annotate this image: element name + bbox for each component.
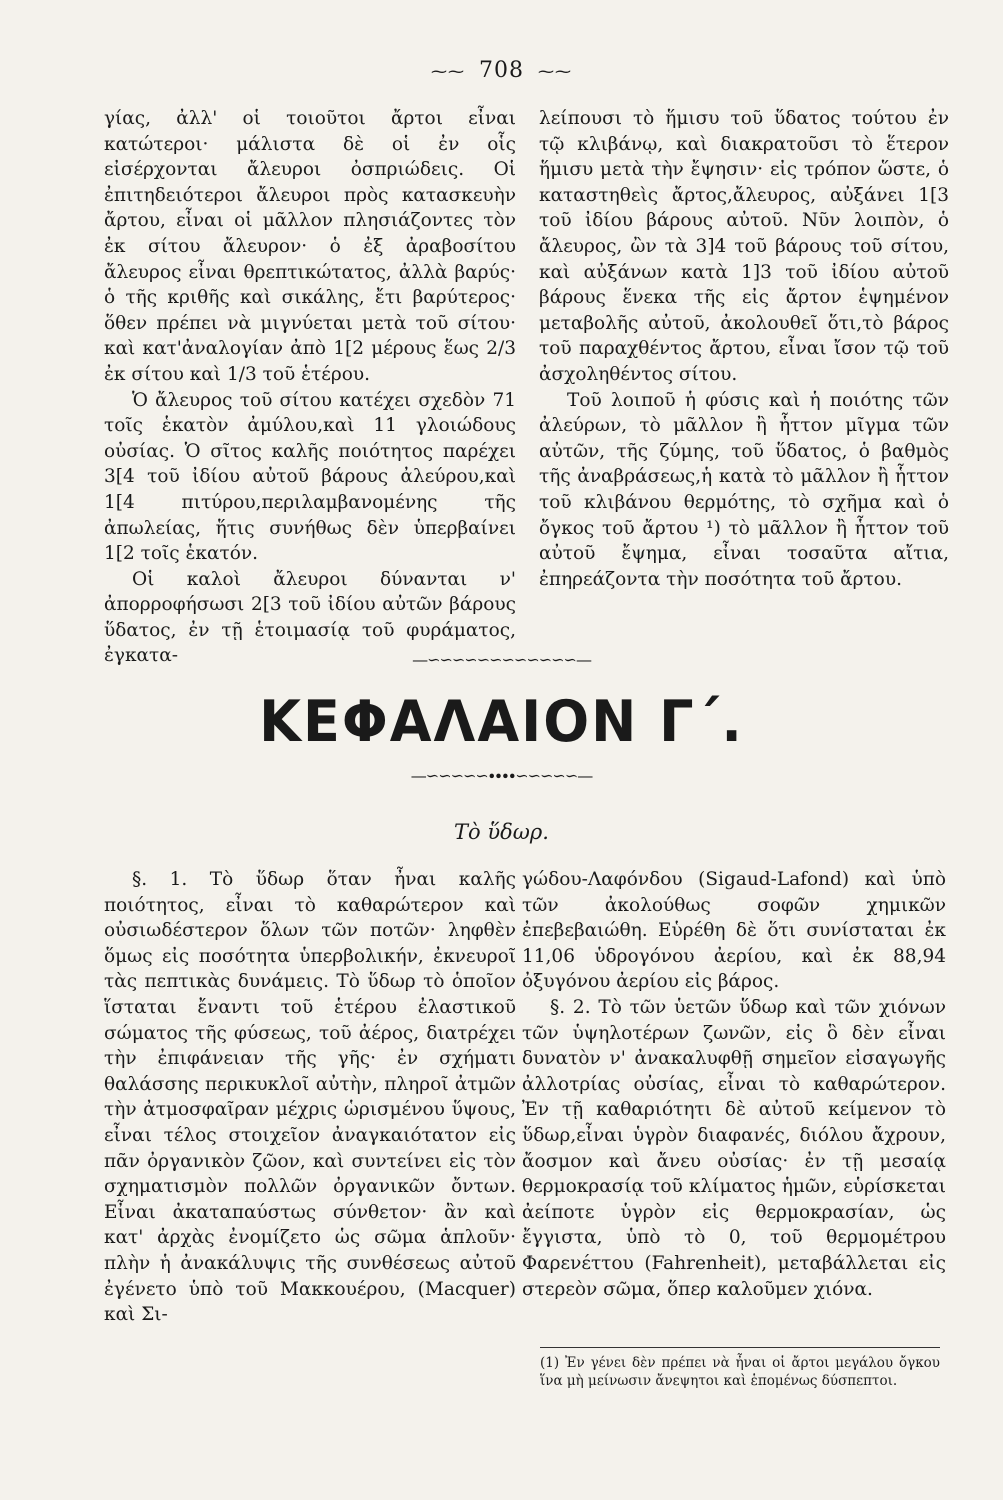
footnote-divider [540,1347,940,1348]
paragraph: Ὁ ἄλευρος τοῦ σίτου κατέχει σχεδὸν 71 τοῖς ἑκατὸν ἀμύλου,καὶ 11 γλοιώδους οὐσίας. Ὁ σῖτος καλῆς ποιότητος παρέχει 3[4 τοῦ ἰδίου αὐτοῦ βάρους ἀλεύρου,καὶ 1[4 πιτύρου,περιλαμβανομένης τῆς ἀπωλείας, ἥτις συνήθως δὲν ὑπερβαίνει 1[2 τοῖς ἑκατόν. [104,389,516,565]
ornamental-rule-bottom: —∽∽∽∽∽∙∙∙∙∽∽∽∽∽— [410,766,593,785]
column-top-right [539,106,949,592]
ornament-left: ⁓⁓ [431,62,465,81]
paragraph: §. 2. Τὸ τῶν ὑετῶν ὕδωρ καὶ τῶν χιόνων τῶν ὑψηλοτέρων ζωνῶν, εἰς ὃ δὲν εἶναι δυνατὸν ν' ἀνακαλυφθῇ σημεῖον εἰσαγωγῆς ἀλλοτρίας οὐσίας, εἶναι τὸ καθαρώτερον. Ἐν τῇ καθαριότητι δὲ αὐτοῦ κείμενον τὸ ὕδωρ,εἶναι ὑγρὸν διαφανές, διόλου ἄχρουν, ἄοσμον καὶ ἄνευ οὐσίας· ἐν τῇ μεσαίᾳ θερμοκρασίᾳ τοῦ κλίματος ἡμῶν, εὑρίσκεται ἀείποτε ὑγρὸν εἰς θερμοκρασίαν, ὡς ἔγγιστα, ὑπὸ τὸ 0, τοῦ θερμομέτρου Φαρενέττου (Fahrenheit), μεταβάλλεται εἰς στερεὸν σῶμα, ὅπερ καλοῦμεν χιόνα. [522,996,946,1300]
paragraph: λείπουσι τὸ ἥμισυ τοῦ ὕδατος τούτου ἐν τῷ κλιβάνῳ, καὶ διακρατοῦσι τὸ ἕτερον ἥμισυ μετὰ τὴν ἔψησιν· εἰς τρόπον ὥστε, ὁ καταστηθεὶς ἄρτος,ἄλευρος, αὐξάνει 1[3 τοῦ ἰδίου βάρους αὐτοῦ. Νῦν λοιπὸν, ὁ ἄλευρος, ὢν τὰ 3]4 τοῦ βάρους τοῦ σίτου, καὶ αὐξάνων κατὰ 1]3 τοῦ ἰδίου αὐτοῦ βάρους ἕνεκα τῆς εἰς ἄρτον ἑψημένον μεταβολῆς αὐτοῦ, ἀκολουθεῖ ὅτι,τὸ βάρος τοῦ παραχθέντος ἄρτου, εἶναι ἴσον τῷ τοῦ ἀσχοληθέντος σίτου. [539,108,949,385]
column-top-left [104,106,516,669]
section-subtitle: Τὸ ὕδωρ. [454,820,549,844]
ornamental-rule-top: —∽∽∽∽∽∽∽∽∽∽∽∽— [412,650,591,669]
page-number: 708 [479,58,524,83]
page-header [0,58,1003,83]
column-bottom-left [104,867,516,1328]
paragraph: γίας, ἀλλ' οἱ τοιοῦτοι ἄρτοι εἶναι κατώτεροι· μάλιστα δὲ οἱ ἐν οἷς εἰσέρχονται ἄλευροι ὀσπριώδεις. Οἱ ἐπιτηδειότεροι ἄλευροι πρὸς κατασκευὴν ἄρτου, εἶναι οἱ μᾶλλον πλησιάζοντες τὸν ἐκ σίτου ἄλευρον· ὁ ἐξ ἀραβοσίτου ἄλευρος εἶναι θρεπτικώτατος, ἀλλὰ βαρύς· ὁ τῆς κριθῆς καὶ σικάλης, ἔτι βαρύτερος· ὅθεν πρέπει νὰ μιγνύεται μετὰ τοῦ σίτου· καὶ κατ'ἀναλογίαν ἀπὸ 1[2 μέρους ἕως 2/3 ἐκ σίτου καὶ 1/3 τοῦ ἑτέρου. [104,108,516,385]
footnote: (1) Ἐν γένει δὲν πρέπει νὰ ἦναι οἱ ἄρτοι μεγάλου ὄγκου ἵνα μὴ μείνωσιν ἄνεψητοι καὶ ἑπομένως δύσπεπτοι. [540,1355,940,1389]
paragraph: Τοῦ λοιποῦ ἡ φύσις καὶ ἡ ποιότης τῶν ἀλεύρων, τὸ μᾶλλον ἢ ἧττον μῖγμα τῶν αὐτῶν, τῆς ζύμης, τοῦ ὕδατος, ὁ βαθμὸς τῆς ἀναβράσεως,ἡ κατὰ τὸ μᾶλλον ἢ ἧττον τοῦ κλιβάνου θερμότης, τὸ σχῆμα καὶ ὁ ὄγκος τοῦ ἄρτου ¹) τὸ μᾶλλον ἢ ἧττον τοῦ αὐτοῦ ἔψημα, εἶναι τοσαῦτα αἴτια, ἐπηρεάζοντα τὴν ποσότητα τοῦ ἄρτου. [539,389,949,590]
column-bottom-right [522,867,946,1302]
paragraph: Οἱ καλοὶ ἄλευροι δύνανται ν' ἀπορροφήσωσι 2[3 τοῦ ἰδίου αὐτῶν βάρους ὕδατος, ἐν τῇ ἑτοιμασίᾳ τοῦ φυράματος, ἐγκατα- [104,568,516,667]
paragraph: §. 1. Τὸ ὕδωρ ὅταν ἦναι καλῆς ποιότητος, εἶναι τὸ καθαρώτερον καὶ οὐσιωδέστερον ὅλων τῶν ποτῶν· ληφθὲν ὅμως εἰς ποσότητα ὑπερβολικήν, ἐκνευροῖ τὰς πεπτικὰς δυνάμεις. Τὸ ὕδωρ τὸ ὁποῖον ἵσταται ἔναντι τοῦ ἑτέρου ἐλαστικοῦ σώματος τῆς φύσεως, τοῦ ἀέρος, διατρέχει τὴν ἐπιφάνειαν τῆς γῆς· ἐν σχήματι θαλάσσης περικυκλοῖ αὐτὴν, πληροῖ ἀτμῶν τὴν ἀτμοσφαῖραν μέχρις ὡρισμένου ὕψους, εἶναι τέλος στοιχεῖον ἀναγκαιότατον εἰς πᾶν ὀργανικὸν ζῶον, καὶ συντείνει εἰς τὸν σχηματισμὸν πολλῶν ὀργανικῶν ὄντων. Εἶναι ἀκαταπαύστως σύνθετον· ἂν καὶ κατ' ἀρχὰς ἐνομίζετο ὡς σῶμα ἁπλοῦν· πλὴν ἡ ἀνακάλυψις τῆς συνθέσεως αὐτοῦ ἐγένετο ὑπὸ τοῦ Μακκουέρου, (Macquer) καὶ Σι- [104,869,516,1326]
ornament-right: ⁓⁓ [538,62,572,81]
paragraph: γώδου-Λαφόνδου (Sigaud-Lafond) καὶ ὑπὸ τῶν ἀκολούθως σοφῶν χημικῶν ἐπεβεβαιώθη. Εὑρέθη δὲ ὅτι συνίσταται ἐκ 11,06 ὑδρογόνου ἀερίου, καὶ ἐκ 88,94 ὀξυγόνου ἀερίου εἰς βάρος. [522,869,946,993]
chapter-title: ΚΕΦΑΛΑΙΟΝ Γ΄. [259,688,744,755]
